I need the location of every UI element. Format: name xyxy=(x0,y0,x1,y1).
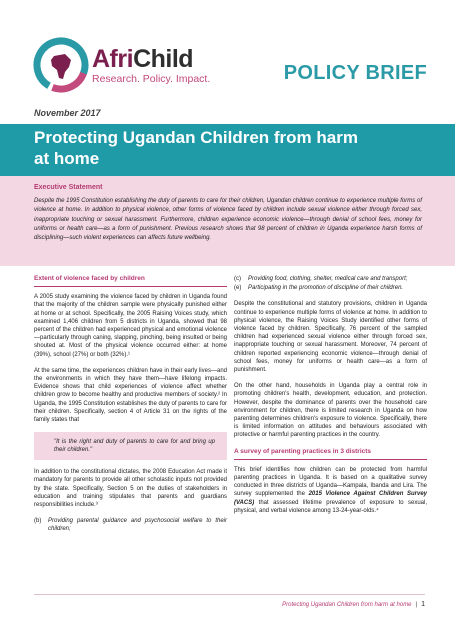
survey-name: 2015 Violence Against Children Survey (VACS) xyxy=(234,491,427,506)
right-column xyxy=(234,275,427,523)
brand-name xyxy=(92,46,210,72)
list-item xyxy=(34,517,227,533)
section-heading-survey: A survey of parenting practices in 3 districts xyxy=(234,448,427,460)
brand-tagline: Research. Policy. Impact. xyxy=(92,73,211,85)
paragraph: On the other hand, households in Uganda play a central role in promoting children's health, development, education, and protection. However, despite the dominance of parents over the household care environment for children, there is limited research in Uganda on how parenting determines children's exposure to violence. Specifically, there is limited information on attitudes and behaviours associated with protective or harmful parenting practices in the country. xyxy=(234,383,427,439)
brand-name-part2: Child xyxy=(133,45,194,73)
quote-box: "It is the right and duty of parents to care for and bring up their children." xyxy=(34,432,227,460)
executive-body: Despite the 1995 Constitution establishing the duty of parents to care for their children, Ugandan children continue to experience multiple forms of violence at home. In addition to physical violence, other forms of violence faced by children include sexual violence either through forced sex, inappropriate touching or sexual harassment. Furthermore, children experience economic violence—through denial of school fees, money for uniforms or health care—as a form of punishment. Previous research shows that 98 percent of children in Uganda experience harsh forms of disciplining—such violent experiences can affects future wellbeing. xyxy=(34,198,422,242)
page-number: 1 xyxy=(421,601,425,608)
footer xyxy=(282,601,425,608)
footer-divider xyxy=(34,594,425,595)
footer-title: Protecting Ugandan Children from harm at home xyxy=(282,602,412,608)
brand-name-part1: Afri xyxy=(92,45,134,73)
footer-separator: | xyxy=(415,602,418,608)
list-marker: (e) xyxy=(234,285,242,292)
list-text: Providing parental guidance and psychosocial welfare to their children; xyxy=(48,518,227,533)
list-item xyxy=(234,275,427,283)
publication-date: November 2017 xyxy=(34,108,101,118)
left-column xyxy=(34,275,227,535)
paragraph-text: This brief identifies how children can be protected from harmful parenting practices in Uganda. It is based on a qualitative survey conducted in three districts of Uganda—Kampala, Ibanda and Lira. The survey supplemented the xyxy=(234,466,427,498)
executive-heading: Executive Statement xyxy=(34,184,103,191)
list-text: Providing food, clothing, shelter, medical care and transport; xyxy=(248,276,408,282)
paragraph: A 2005 study examining the violence faced by children in Uganda found that the majority of the children sample were physically punished either at home or at school. Specifically, the 2005 Raising Voices study, which examined 1,406 children from 5 districts in Uganda, showed that 98 percent of the children had experienced physical and emotional violence—particularly through caning, slapping, pinching, being insulted or being shouted at. Most of the physical violence occurred either: at home (39%), school (27%) or both (32%).¹ xyxy=(34,294,227,358)
paragraph xyxy=(234,466,427,515)
list-marker: (b) xyxy=(34,518,42,525)
list-item xyxy=(234,284,427,292)
list-marker: (c) xyxy=(234,276,241,282)
paragraph: In addition to the constitutional dictates, the 2008 Education Act made it mandatory for parents to provide all other scholastic inputs not provided by the state. Specifically, Section 5 on the duties of stakeholders in education and training stipulates that parents and guardians responsibilities include.³ xyxy=(34,469,227,509)
paragraph: At the same time, the experiences children have in their early lives—and the environments in which they have them—have lifelong impacts. Evidence shows that child experiences of violence affect whether children grow to become healthy and productive members of society.² In Uganda, the 1995 Constitution establishes the duty of parents to care for their children. Specifically, section 4 of Article 31 on the rights of the family states that xyxy=(34,367,227,424)
page-title: Protecting Ugandan Children from harm at home xyxy=(34,128,358,168)
paragraph: Despite the constitutional and statutory provisions, children in Uganda continue to experience multiple forms of violence at home. In addition to physical violence, the Raising Voices Study identified other forms of violence faced by children. Specifically, 76 percent of the sampled children had experienced sexual violence either through forced sex, inappropriate touching or sexual harassment. Moreover, 74 percent of children reported experiencing economic violence—through denial of school fees, money for uniforms or health care—as a form of punishment. xyxy=(234,301,427,374)
section-heading-extent: Extent of violence faced by children xyxy=(34,275,227,287)
paragraph-text: that assessed lifetime prevalence of exposure to sexual, physical, and verbal violence among 13-24-year-olds.⁴ xyxy=(234,499,427,514)
brand xyxy=(92,46,210,85)
doc-type-label: POLICY BRIEF xyxy=(283,62,427,84)
list-text: Participating in the promotion of discipline of their children. xyxy=(248,285,404,292)
africhild-logo-icon xyxy=(32,36,90,94)
